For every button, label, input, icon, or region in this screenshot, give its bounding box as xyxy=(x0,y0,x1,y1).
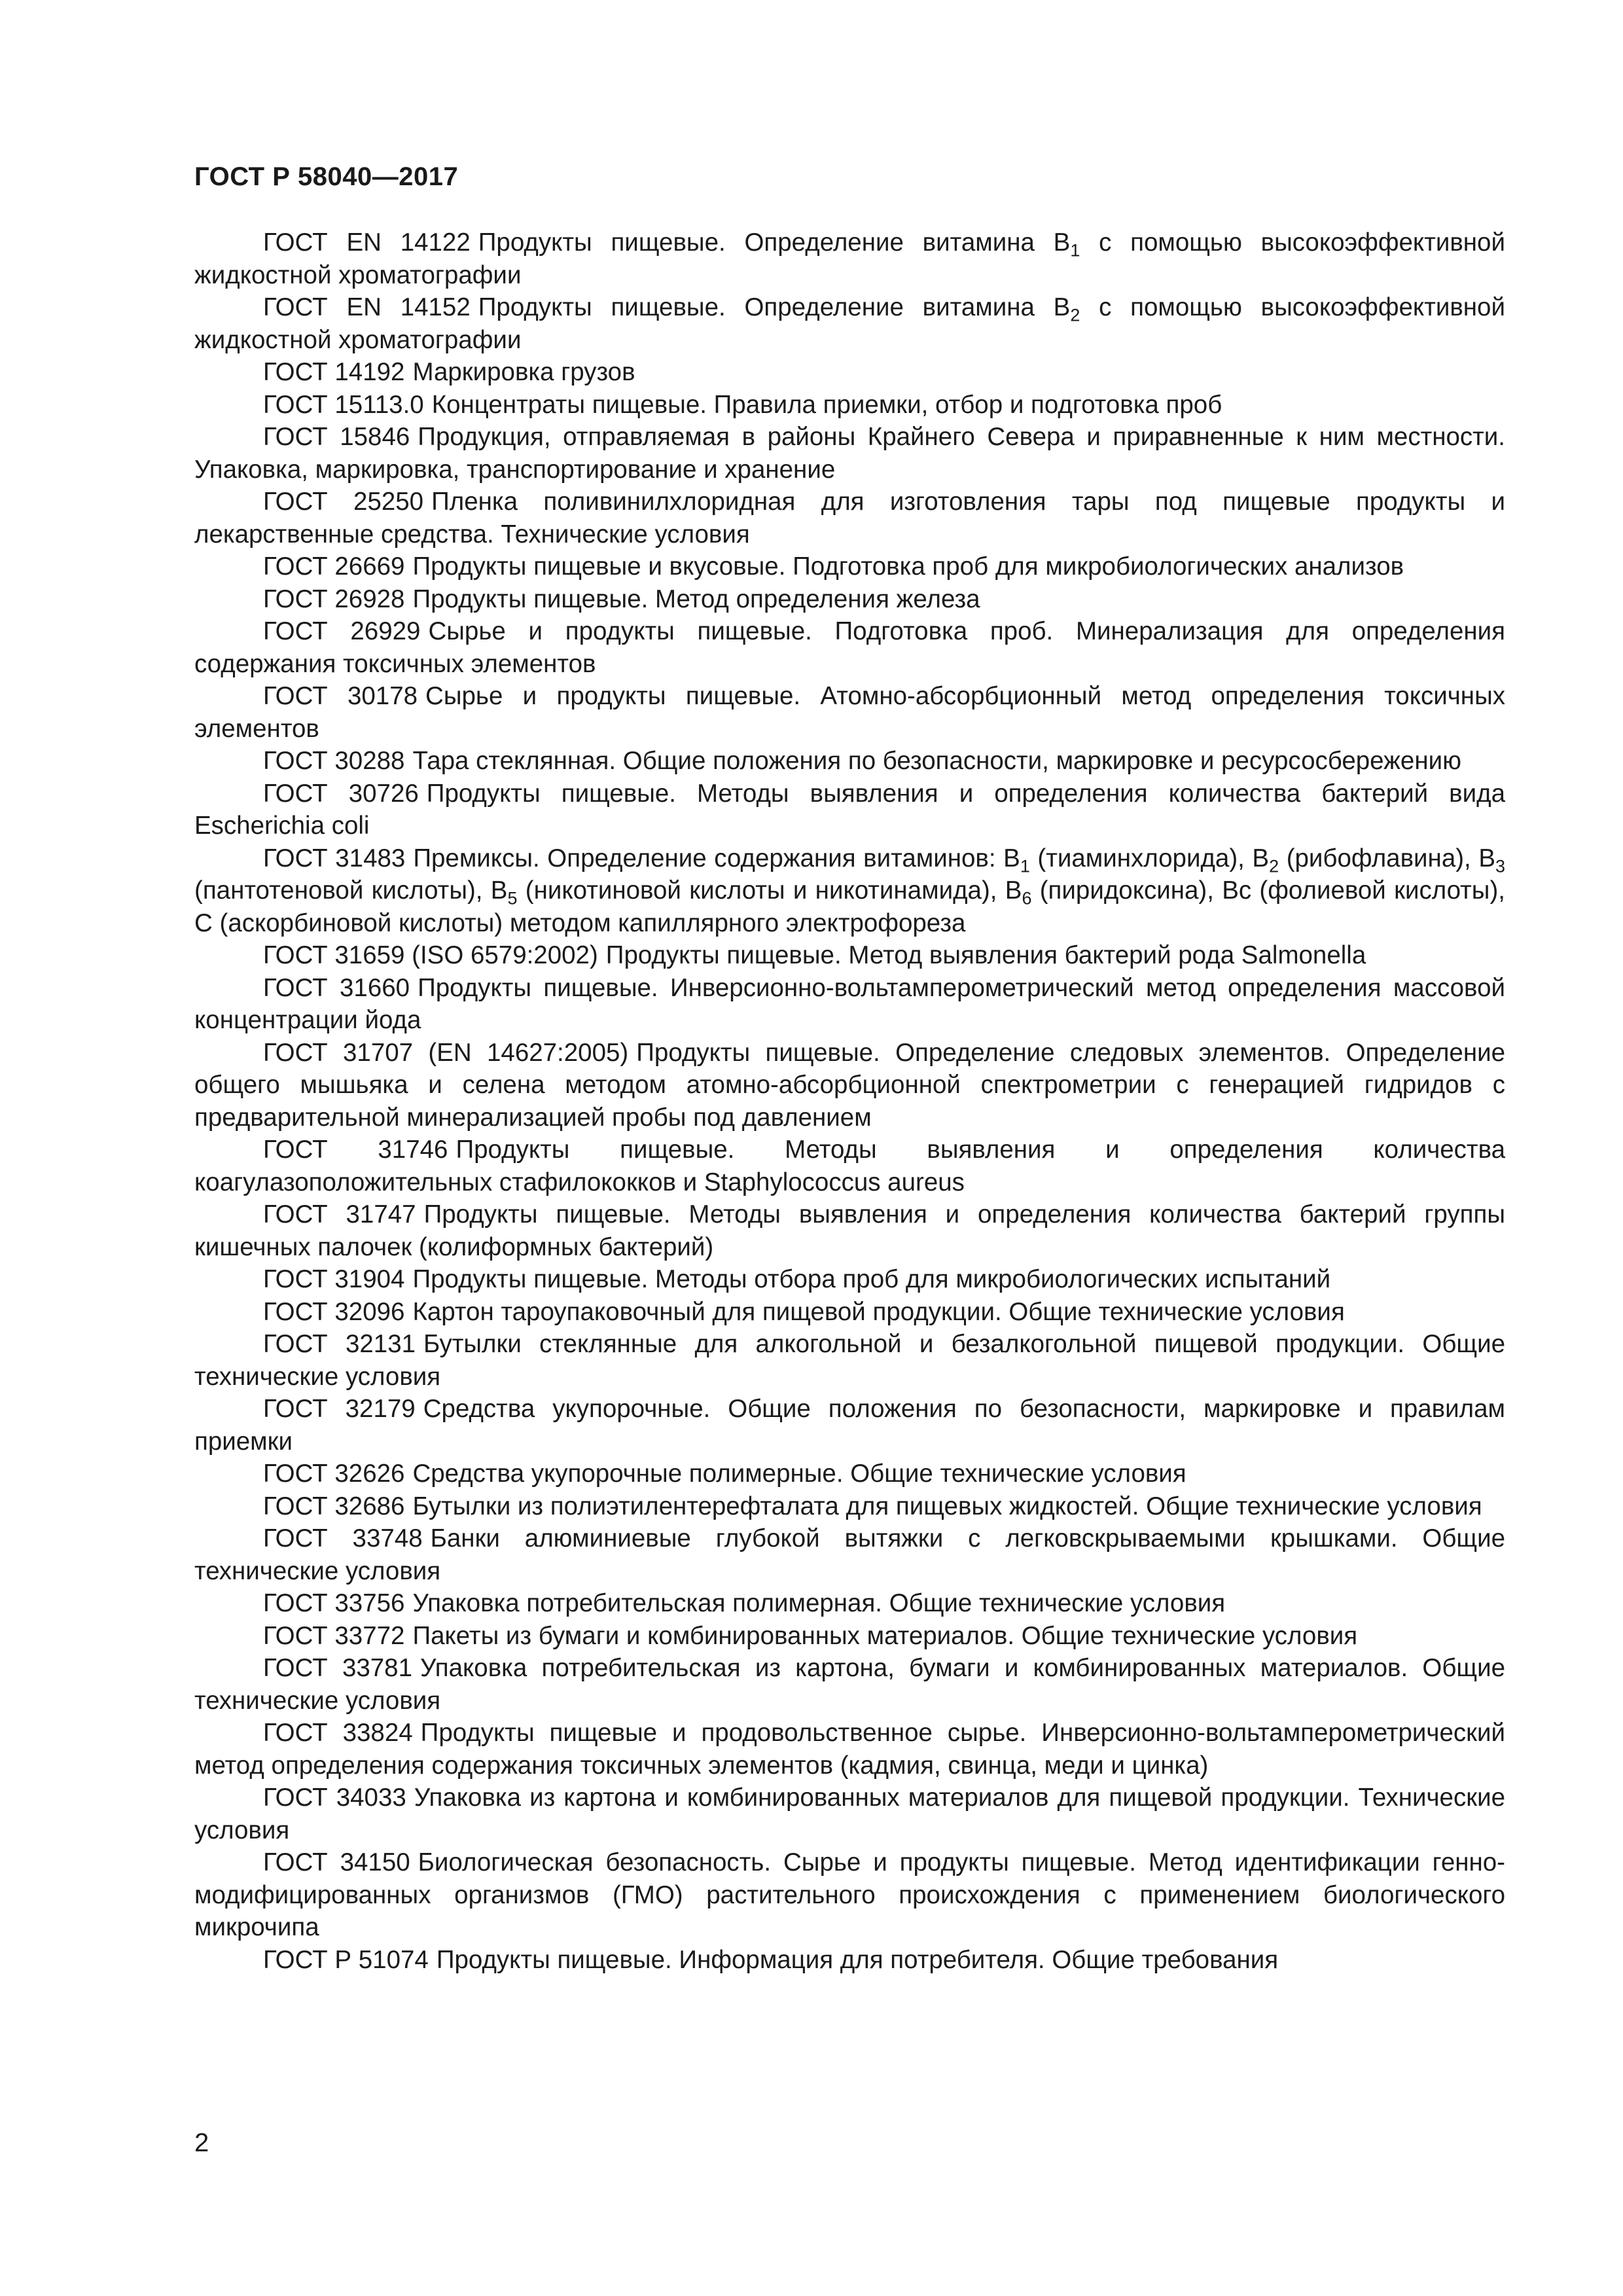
subscript-index: 2 xyxy=(1269,856,1279,876)
reference-title-text: Продукты пищевые. Методы выявления и определения количества бактерий вида Escherichia coli xyxy=(194,779,1505,840)
reference-code: ГОСТ 33756 xyxy=(263,1589,405,1617)
reference-title-text: Картон тароупаковочный для пищевой продукции. Общие технические условия xyxy=(412,1297,1345,1326)
reference-code: ГОСТ 33748 xyxy=(263,1524,423,1552)
reference-code: ГОСТ EN 14152 xyxy=(263,293,471,321)
reference-title-text: Продукты пищевые. Методы выявления и определения количества бактерий группы кишечных палочек (колиформных бактерий) xyxy=(194,1200,1505,1261)
reference-item xyxy=(194,972,1505,1037)
reference-item xyxy=(194,486,1505,550)
reference-title-text: Маркировка грузов xyxy=(412,358,635,386)
reference-code: ГОСТ 14192 xyxy=(263,358,405,386)
reference-item xyxy=(194,1037,1505,1134)
reference-item xyxy=(194,1652,1505,1717)
reference-code: ГОСТ 15846 xyxy=(263,423,410,451)
reference-code: ГОСТ 31660 xyxy=(263,973,410,1002)
page-number: 2 xyxy=(194,2128,209,2157)
reference-title-text: Упаковка потребительская полимерная. Общие технические условия xyxy=(412,1589,1226,1617)
reference-code: ГОСТ 32096 xyxy=(263,1297,405,1326)
reference-code: ГОСТ 25250 xyxy=(263,488,424,516)
reference-item xyxy=(194,1620,1505,1653)
reference-item xyxy=(194,389,1505,422)
reference-item xyxy=(194,421,1505,486)
reference-title-text: Продукты пищевые. Определение следовых элементов. Определение общего мышьяка и селена методом атомно-абсорбционной спектрометрии с генерацией гидридов с предварительной минерализацией пробы под давлением xyxy=(194,1038,1505,1132)
reference-title-text: Банки алюминиевые глубокой вытяжки с легковскрываемыми крышками. Общие технические условия xyxy=(194,1524,1506,1585)
reference-item xyxy=(194,1522,1505,1587)
document-header: ГОСТ Р 58040—2017 xyxy=(194,162,459,191)
reference-title-text: Продукты пищевые. Метод определения железа xyxy=(412,584,980,613)
reference-code: ГОСТ 15113.0 xyxy=(263,390,424,419)
reference-item xyxy=(194,356,1505,389)
reference-title-text: Бутылки из полиэтилентерефталата для пищевых жидкостей. Общие технические условия xyxy=(412,1492,1482,1520)
reference-title-text: Средства укупорочные. Общие положения по безопасности, маркировке и правилам приемки xyxy=(194,1395,1505,1456)
reference-code: ГОСТ 31747 xyxy=(263,1200,416,1229)
reference-item xyxy=(194,680,1505,745)
reference-title-text: (тиаминхлорида), B xyxy=(1029,844,1270,872)
reference-code: ГОСТ 31746 xyxy=(263,1136,448,1164)
reference-title-text: Сырье и продукты пищевые. Подготовка проб. Минерализация для определения содержания токсичных элементов xyxy=(194,617,1505,678)
reference-title-text: (пантотеновой кислоты), B xyxy=(194,876,508,905)
reference-item xyxy=(194,778,1505,842)
reference-code: ГОСТ 32626 xyxy=(263,1460,405,1488)
reference-item xyxy=(194,745,1505,778)
reference-item xyxy=(194,1458,1505,1490)
reference-item xyxy=(194,1490,1505,1523)
reference-code: ГОСТ 26669 xyxy=(263,552,405,581)
reference-item xyxy=(194,939,1505,972)
reference-title-text: Пакеты из бумаги и комбинированных материалов. Общие технические условия xyxy=(412,1621,1358,1650)
reference-code: ГОСТ 26928 xyxy=(263,584,405,613)
reference-code: ГОСТ 26929 xyxy=(263,617,421,645)
reference-title-text: Продукты пищевые. Определение витамина B xyxy=(478,293,1071,321)
reference-title-text: Продукты пищевые. Инверсионно-вольтамперометрический метод определения массовой концентрации йода xyxy=(194,973,1505,1034)
reference-title-text: Упаковка потребительская из картона, бумаги и комбинированных материалов. Общие технические условия xyxy=(194,1654,1505,1715)
reference-code: ГОСТ 34033 xyxy=(263,1784,406,1812)
reference-code: ГОСТ 30288 xyxy=(263,747,405,775)
reference-title-text: (пиридоксина), Bc (фолиевой кислоты), C (аскорбиновой кислоты) методом капиллярного электрофореза xyxy=(194,876,1505,937)
reference-item xyxy=(194,291,1505,356)
reference-item xyxy=(194,1587,1505,1620)
subscript-index: 1 xyxy=(1070,240,1080,260)
reference-item xyxy=(194,1263,1505,1296)
reference-title-text: Продукты пищевые. Метод выявления бактерий рода Salmonella xyxy=(605,941,1366,969)
reference-item xyxy=(194,583,1505,616)
reference-item xyxy=(194,550,1505,583)
reference-item xyxy=(194,1717,1505,1782)
reference-item xyxy=(194,615,1505,680)
subscript-index: 5 xyxy=(507,888,518,908)
reference-code: ГОСТ 33772 xyxy=(263,1621,405,1650)
reference-code: ГОСТ 31707 (EN 14627:2005) xyxy=(263,1038,629,1067)
reference-title-text: с помощью высокоэффективной жидкостной хроматографии xyxy=(194,228,1505,289)
reference-title-text: Продукция, отправляемая в районы Крайнего Севера и приравненные к ним местности. Упаковка, маркировка, транспортирование и хранение xyxy=(194,423,1505,484)
reference-item xyxy=(194,1296,1505,1329)
reference-title-text: Продукты пищевые. Определение витамина B xyxy=(478,228,1071,257)
reference-title-text: Пленка поливинилхлоридная для изготовления тары под пищевые продукты и лекарственные средства. Технические условия xyxy=(194,488,1505,548)
reference-title-text: Продукты пищевые. Методы отбора проб для микробиологических испытаний xyxy=(412,1265,1331,1293)
subscript-index: 3 xyxy=(1495,856,1505,876)
reference-title-text: Бутылки стеклянные для алкогольной и безалкогольной пищевой продукции. Общие технические условия xyxy=(194,1330,1506,1391)
reference-item xyxy=(194,1393,1505,1458)
subscript-index: 6 xyxy=(1022,888,1032,908)
reference-item xyxy=(194,1846,1505,1944)
subscript-index: 1 xyxy=(1020,856,1030,876)
reference-code: ГОСТ 31904 xyxy=(263,1265,405,1293)
reference-code: ГОСТ 32179 xyxy=(263,1395,416,1423)
reference-title-text: (никотиновой кислоты и никотинамида), B xyxy=(517,876,1022,905)
reference-code: ГОСТ 30726 xyxy=(263,779,419,808)
reference-item xyxy=(194,1944,1505,1977)
reference-code: ГОСТ 31659 (ISO 6579:2002) xyxy=(263,941,598,969)
reference-code: ГОСТ EN 14122 xyxy=(263,228,471,257)
reference-title-text: Биологическая безопасность. Сырье и продукты пищевые. Метод идентификации генно-модифицированных организмов (ГМО) растительного происхождения с применением биологического микрочипа xyxy=(194,1848,1506,1941)
subscript-index: 2 xyxy=(1070,305,1080,325)
reference-code: ГОСТ 34150 xyxy=(263,1848,410,1876)
reference-item xyxy=(194,1134,1505,1198)
reference-title-text: с помощью высокоэффективной жидкостной хроматографии xyxy=(194,293,1505,354)
reference-title-text: Продукты пищевые и продовольственное сырье. Инверсионно-вольтамперометрический метод определения содержания токсичных элементов (кадмия, свинца, меди и цинка) xyxy=(194,1719,1505,1780)
reference-title-text: Тара стеклянная. Общие положения по безопасности, маркировке и ресурсосбережению xyxy=(412,747,1461,775)
reference-code: ГОСТ Р 51074 xyxy=(263,1945,429,1974)
reference-title-text: Продукты пищевые. Информация для потребителя. Общие требования xyxy=(436,1945,1279,1974)
reference-title-text: Продукты пищевые. Методы выявления и определения количества коагулазоположительных стафилококков и Staphylococcus aureus xyxy=(194,1136,1506,1196)
reference-title-text: Упаковка из картона и комбинированных материалов для пищевой продукции. Технические условия xyxy=(194,1784,1505,1844)
reference-code: ГОСТ 32131 xyxy=(263,1330,416,1358)
reference-code: ГОСТ 30178 xyxy=(263,682,418,710)
reference-title-text: Сырье и продукты пищевые. Атомно-абсорбционный метод определения токсичных элементов xyxy=(194,682,1505,743)
normative-references-list xyxy=(194,226,1505,1976)
reference-title-text: (рибофлавина), B xyxy=(1279,844,1496,872)
reference-title-text: Средства укупорочные полимерные. Общие технические условия xyxy=(412,1460,1186,1488)
reference-code: ГОСТ 32686 xyxy=(263,1492,405,1520)
reference-title-text: Продукты пищевые и вкусовые. Подготовка проб для микробиологических анализов xyxy=(412,552,1404,581)
reference-item xyxy=(194,226,1505,291)
reference-title-text: Премиксы. Определение содержания витаминов: B xyxy=(413,844,1020,872)
reference-item xyxy=(194,1782,1505,1846)
reference-title-text: Концентраты пищевые. Правила приемки, отбор и подготовка проб xyxy=(431,390,1222,419)
reference-code: ГОСТ 33824 xyxy=(263,1719,413,1747)
reference-item xyxy=(194,1198,1505,1263)
reference-code: ГОСТ 33781 xyxy=(263,1654,413,1682)
reference-item xyxy=(194,1328,1505,1393)
reference-code: ГОСТ 31483 xyxy=(263,844,406,872)
reference-item xyxy=(194,842,1505,940)
